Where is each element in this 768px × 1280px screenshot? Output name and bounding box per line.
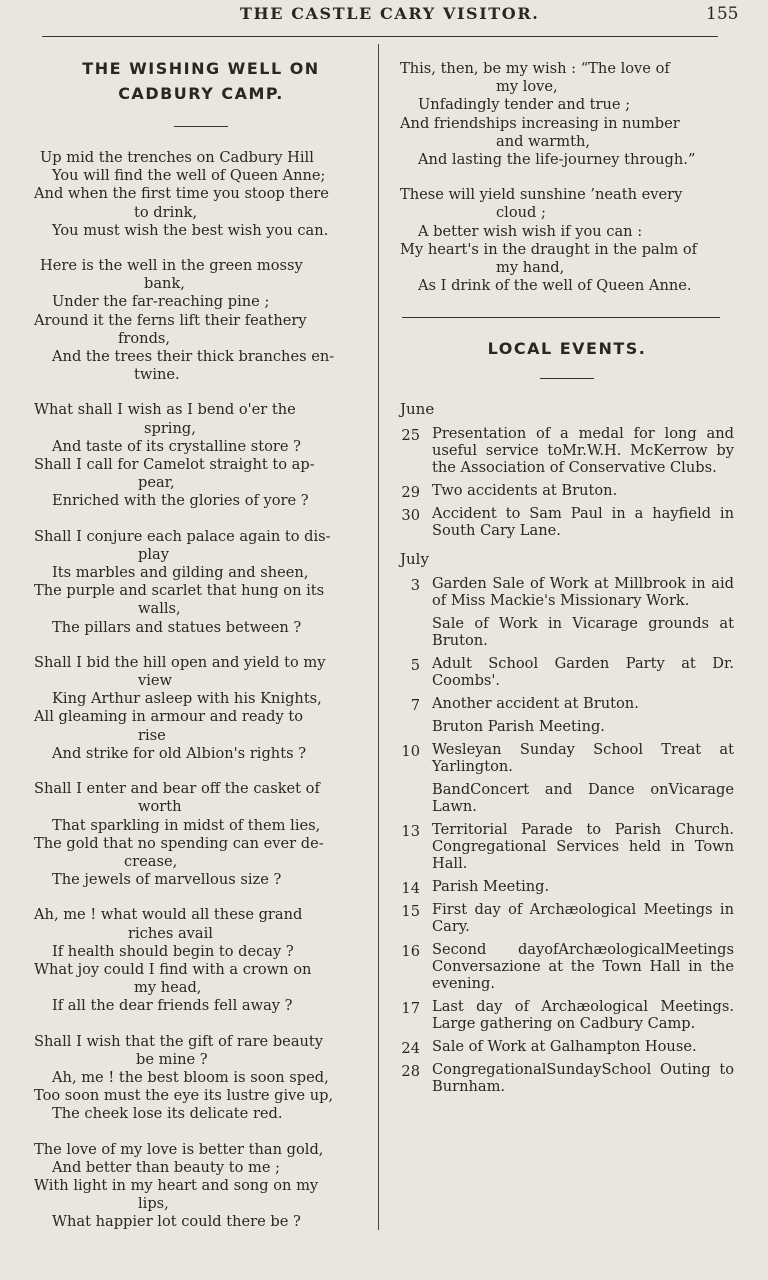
event-item bbox=[400, 781, 734, 815]
event-item bbox=[400, 575, 734, 609]
poem-line: You must wish the best wish you can. bbox=[52, 221, 329, 239]
event-item bbox=[400, 425, 734, 476]
event-text: CongregationalSundaySchool Outing to Burnham. bbox=[432, 1061, 734, 1096]
event-text: Accident to Sam Paul in a hayfield in South Cary Lane. bbox=[432, 505, 734, 540]
poem-title-line-2: CADBURY CAMP. bbox=[118, 84, 284, 103]
poem-line: The purple and scarlet that hung on its bbox=[34, 582, 325, 600]
poem-line: And better than beauty to me ; bbox=[52, 1158, 281, 1176]
event-text: Two accidents at Bruton. bbox=[432, 482, 618, 500]
poem-line: My heart's in the draught in the palm of bbox=[400, 240, 698, 258]
poem-line: twine. bbox=[134, 366, 180, 384]
page-number: 155 bbox=[706, 4, 739, 24]
event-day: 29 bbox=[401, 484, 420, 502]
poem-line: And friendships increasing in number bbox=[400, 114, 680, 132]
poem-line: walls, bbox=[138, 600, 181, 618]
event-text: Wesleyan Sunday School Treat at Yarlington. bbox=[432, 741, 734, 776]
poem-line: And strike for old Albion's rights ? bbox=[52, 744, 307, 762]
event-text: Sale of Work at Galhampton House. bbox=[432, 1038, 697, 1056]
poem-line: Here is the well in the green mossy bbox=[40, 257, 303, 275]
poem-line: view bbox=[138, 672, 173, 690]
poem-line: Shall I call for Camelot straight to ap- bbox=[34, 456, 315, 474]
poem-line: You will find the well of Queen Anne; bbox=[52, 167, 326, 185]
event-text: Another accident at Bruton. bbox=[432, 695, 639, 713]
event-text: Bruton Parish Meeting. bbox=[432, 718, 605, 736]
poem-line: The gold that no spending can ever de- bbox=[34, 834, 324, 852]
event-text: BandConcert and Dance onVicarage Lawn. bbox=[432, 781, 734, 816]
event-text: Presentation of a medal for long and useful service toMr.W.H. McKerrow by the Association of Conservative Clubs. bbox=[432, 425, 734, 477]
event-day: 17 bbox=[401, 1000, 420, 1018]
stanza-7 bbox=[34, 906, 368, 1015]
poem-line: Up mid the trenches on Cadbury Hill bbox=[40, 149, 314, 166]
poem-line: The jewels of marvellous size ? bbox=[52, 871, 282, 889]
section-divider bbox=[402, 317, 720, 318]
poem-line: Ah, me ! what would all these grand bbox=[34, 906, 303, 924]
event-item bbox=[400, 655, 734, 689]
poem-line: King Arthur asleep with his Knights, bbox=[52, 690, 322, 708]
poem-line: spring, bbox=[144, 419, 196, 437]
poem-line: Its marbles and gilding and sheen, bbox=[52, 564, 309, 582]
poem-title bbox=[34, 56, 368, 106]
stanza-5 bbox=[34, 654, 368, 763]
event-day: 28 bbox=[401, 1063, 420, 1081]
right-column bbox=[400, 60, 734, 1101]
stanza-1 bbox=[34, 149, 368, 240]
poem-line: And the trees their thick branches en- bbox=[52, 348, 335, 366]
poem-line: The cheek lose its delicate red. bbox=[52, 1105, 283, 1123]
poem-line: That sparkling in midst of them lies, bbox=[52, 816, 321, 834]
poem-line: my love, bbox=[496, 78, 558, 96]
stanza-11 bbox=[400, 186, 734, 295]
event-item bbox=[400, 821, 734, 872]
event-text: Territorial Parade to Parish Church. Congregational Services held in Town Hall. bbox=[432, 821, 734, 873]
header-title: THE CASTLE CARY VISITOR. bbox=[240, 4, 540, 23]
poem-line: And taste of its crystalline store ? bbox=[52, 437, 301, 455]
left-column bbox=[34, 56, 368, 1249]
event-item bbox=[400, 998, 734, 1032]
poem-line: As I drink of the well of Queen Anne. bbox=[418, 277, 692, 295]
local-events-heading: LOCAL EVENTS. bbox=[487, 339, 647, 359]
event-day: 16 bbox=[401, 943, 420, 961]
stanza-6 bbox=[34, 780, 368, 889]
event-item bbox=[400, 1061, 734, 1095]
stanza-8 bbox=[34, 1033, 368, 1124]
poem-line: cloud ; bbox=[496, 204, 546, 222]
stanza-2 bbox=[34, 257, 368, 384]
running-head bbox=[0, 2, 768, 32]
poem-line: play bbox=[138, 545, 169, 563]
event-day: 14 bbox=[401, 880, 420, 898]
poem-line: Enriched with the glories of yore ? bbox=[52, 492, 309, 510]
event-day: 5 bbox=[410, 657, 420, 675]
stanza-10 bbox=[400, 60, 734, 169]
stanza-9 bbox=[34, 1141, 368, 1232]
poem-line: Shall I conjure each palace again to dis- bbox=[34, 527, 331, 545]
poem-line: my head, bbox=[134, 979, 202, 997]
poem-line: fronds, bbox=[118, 329, 171, 347]
header-rule bbox=[42, 36, 718, 37]
poem-line: Too soon must the eye its lustre give up, bbox=[34, 1087, 334, 1105]
poem-line: What shall I wish as I bend o'er the bbox=[34, 401, 296, 419]
poem-line: These will yield sunshine ’neath every bbox=[400, 186, 683, 204]
poem-line: Around it the ferns lift their feathery bbox=[34, 311, 307, 329]
event-text: First day of Archæological Meetings in Cary. bbox=[432, 901, 734, 936]
event-text: Garden Sale of Work at Millbrook in aid of Miss Mackie's Missionary Work. bbox=[432, 575, 734, 610]
stanza-3 bbox=[34, 401, 368, 510]
poem-title-rule bbox=[174, 126, 228, 127]
poem-line: crease, bbox=[124, 852, 178, 870]
poem-line: pear, bbox=[138, 474, 175, 492]
event-item bbox=[400, 718, 734, 735]
july-events bbox=[400, 575, 734, 1095]
poem-line: And lasting the life-journey through.” bbox=[418, 151, 696, 169]
poem-line: bank, bbox=[144, 275, 185, 293]
event-day: 24 bbox=[401, 1040, 420, 1058]
event-item bbox=[400, 901, 734, 935]
event-item bbox=[400, 505, 734, 539]
column-rule bbox=[378, 44, 379, 1230]
event-item bbox=[400, 615, 734, 649]
poem-line: The love of my love is better than gold, bbox=[34, 1140, 324, 1158]
event-text: Parish Meeting. bbox=[432, 878, 550, 896]
event-item bbox=[400, 878, 734, 898]
event-day: 10 bbox=[401, 743, 420, 761]
poem-line: If health should begin to decay ? bbox=[52, 942, 294, 960]
event-day: 7 bbox=[410, 697, 420, 715]
event-day: 13 bbox=[401, 823, 420, 841]
event-item bbox=[400, 695, 734, 715]
poem-line: my hand, bbox=[496, 259, 565, 277]
event-text: Sale of Work in Vicarage grounds at Bruton. bbox=[432, 615, 734, 650]
poem-line: Shall I enter and bear off the casket of bbox=[34, 780, 320, 798]
poem-line: rise bbox=[138, 726, 166, 744]
poem-line: The pillars and statues between ? bbox=[52, 618, 302, 636]
poem-line: Shall I wish that the gift of rare beauty bbox=[34, 1032, 324, 1050]
poem-line: And when the first time you stoop there bbox=[34, 185, 329, 203]
poem-line: to drink, bbox=[134, 203, 198, 221]
poem-line: If all the dear friends fell away ? bbox=[52, 997, 293, 1015]
month-label-july: July bbox=[400, 550, 429, 569]
event-text: Adult School Garden Party at Dr. Coombs'. bbox=[432, 655, 734, 690]
poem-line: Ah, me ! the best bloom is soon sped, bbox=[52, 1068, 329, 1086]
event-day: 15 bbox=[401, 903, 420, 921]
event-day: 3 bbox=[410, 577, 420, 595]
june-events bbox=[400, 425, 734, 539]
poem-line: With light in my heart and song on my bbox=[34, 1176, 319, 1194]
poem-line: riches avail bbox=[128, 924, 213, 942]
poem-line: Under the far-reaching pine ; bbox=[52, 293, 270, 311]
poem-line: Shall I bid the hill open and yield to my bbox=[34, 653, 326, 671]
poem-line: and warmth, bbox=[496, 132, 590, 150]
event-day: 30 bbox=[401, 507, 420, 525]
event-day: 25 bbox=[401, 427, 420, 445]
poem-line: All gleaming in armour and ready to bbox=[34, 708, 304, 726]
event-item bbox=[400, 741, 734, 775]
event-text: Second dayofArchæologicalMeetings Conversazione at the Town Hall in the evening. bbox=[432, 941, 734, 993]
poem-line: This, then, be my wish : “The love of bbox=[400, 60, 670, 77]
poem-line: be mine ? bbox=[136, 1050, 208, 1068]
poem-line: worth bbox=[138, 798, 182, 816]
event-text: Last day of Archæological Meetings. Large gathering on Cadbury Camp. bbox=[432, 998, 734, 1033]
poem-title-line-1: THE WISHING WELL ON bbox=[82, 59, 320, 78]
local-events-rule bbox=[540, 378, 594, 379]
event-item bbox=[400, 941, 734, 992]
poem-line: What joy could I find with a crown on bbox=[34, 960, 312, 978]
poem-line: lips, bbox=[138, 1195, 169, 1213]
month-label-june: June bbox=[400, 400, 435, 419]
stanza-4 bbox=[34, 528, 368, 637]
event-item bbox=[400, 1038, 734, 1058]
poem-line: What happier lot could there be ? bbox=[52, 1213, 301, 1231]
event-item bbox=[400, 482, 734, 502]
poem-line: A better wish wish if you can : bbox=[418, 222, 643, 240]
poem-line: Unfadingly tender and true ; bbox=[418, 96, 631, 114]
